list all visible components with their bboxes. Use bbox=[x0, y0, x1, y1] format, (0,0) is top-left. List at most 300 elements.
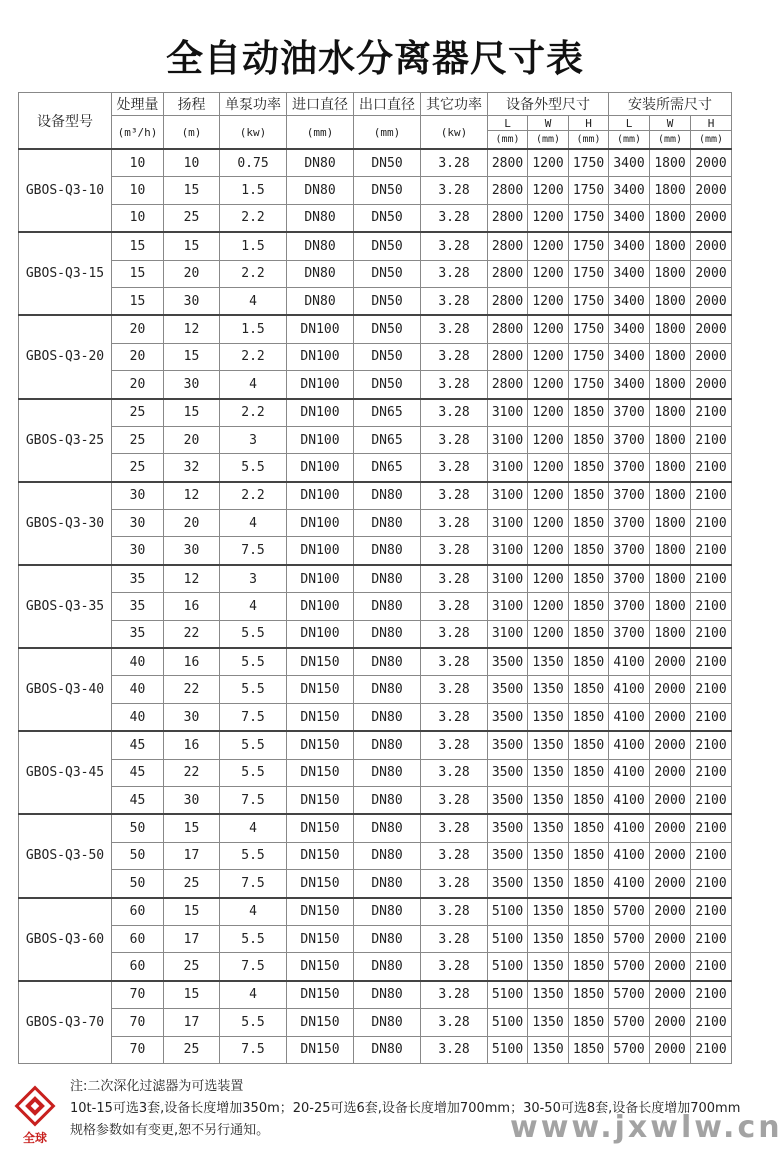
table-row bbox=[19, 315, 732, 343]
cell-inlet: DN80 bbox=[287, 260, 354, 287]
cell-inlet: DN150 bbox=[287, 953, 354, 981]
cell-outer-h: 1850 bbox=[569, 593, 609, 620]
cell-outlet: DN80 bbox=[354, 565, 421, 593]
cell-install-h: 2100 bbox=[691, 454, 732, 482]
cell-outlet: DN80 bbox=[354, 870, 421, 898]
cell-install-h: 2100 bbox=[691, 426, 732, 453]
cell-install-h: 2100 bbox=[691, 648, 732, 676]
cell-other-power: 3.28 bbox=[421, 371, 488, 399]
cell-outer-h: 1850 bbox=[569, 703, 609, 731]
cell-head: 15 bbox=[164, 814, 220, 842]
cell-pump-power: 4 bbox=[220, 593, 287, 620]
cell-pump-power: 7.5 bbox=[220, 703, 287, 731]
cell-outer-l: 3100 bbox=[488, 482, 528, 510]
cell-install-h: 2100 bbox=[691, 593, 732, 620]
cell-head: 32 bbox=[164, 454, 220, 482]
cell-outlet: DN80 bbox=[354, 1036, 421, 1063]
cell-install-w: 2000 bbox=[650, 759, 691, 786]
cell-install-l: 3700 bbox=[609, 565, 650, 593]
cell-outer-w: 1350 bbox=[528, 898, 569, 926]
cell-outer-w: 1350 bbox=[528, 676, 569, 703]
cell-outlet: DN80 bbox=[354, 510, 421, 537]
cell-outer-h: 1850 bbox=[569, 981, 609, 1009]
cell-flow: 40 bbox=[112, 676, 164, 703]
cell-inlet: DN80 bbox=[287, 149, 354, 177]
cell-inlet: DN100 bbox=[287, 537, 354, 565]
cell-outer-h: 1850 bbox=[569, 1036, 609, 1063]
cell-inlet: DN150 bbox=[287, 842, 354, 869]
cell-head: 16 bbox=[164, 648, 220, 676]
cell-other-power: 3.28 bbox=[421, 177, 488, 204]
cell-outlet: DN50 bbox=[354, 371, 421, 399]
cell-install-h: 2100 bbox=[691, 703, 732, 731]
company-logo-icon bbox=[14, 1088, 56, 1148]
cell-flow: 60 bbox=[112, 898, 164, 926]
cell-inlet: DN150 bbox=[287, 1009, 354, 1036]
header-outer-size: 设备外型尺寸 bbox=[488, 93, 609, 116]
cell-install-l: 3400 bbox=[609, 260, 650, 287]
table-row bbox=[19, 426, 732, 453]
cell-pump-power: 5.5 bbox=[220, 620, 287, 648]
model-cell: GBOS-Q3-10 bbox=[19, 149, 112, 232]
cell-pump-power: 0.75 bbox=[220, 149, 287, 177]
cell-outer-w: 1350 bbox=[528, 870, 569, 898]
cell-inlet: DN100 bbox=[287, 399, 354, 427]
cell-inlet: DN100 bbox=[287, 565, 354, 593]
cell-outer-h: 1850 bbox=[569, 759, 609, 786]
outer-h-unit: (mm) bbox=[569, 131, 609, 149]
cell-other-power: 3.28 bbox=[421, 925, 488, 952]
table-row bbox=[19, 260, 732, 287]
cell-outer-l: 3100 bbox=[488, 565, 528, 593]
cell-outer-l: 3500 bbox=[488, 870, 528, 898]
cell-outer-h: 1850 bbox=[569, 426, 609, 453]
cell-outer-l: 3100 bbox=[488, 620, 528, 648]
cell-install-w: 1800 bbox=[650, 593, 691, 620]
cell-other-power: 3.28 bbox=[421, 842, 488, 869]
cell-head: 30 bbox=[164, 371, 220, 399]
cell-flow: 50 bbox=[112, 842, 164, 869]
cell-install-h: 2100 bbox=[691, 953, 732, 981]
cell-install-l: 4100 bbox=[609, 786, 650, 814]
cell-install-l: 4100 bbox=[609, 731, 650, 759]
cell-install-l: 3700 bbox=[609, 510, 650, 537]
cell-outer-l: 5100 bbox=[488, 898, 528, 926]
cell-outlet: DN80 bbox=[354, 898, 421, 926]
cell-outer-l: 5100 bbox=[488, 1009, 528, 1036]
cell-outer-l: 2800 bbox=[488, 315, 528, 343]
header-outlet: 出口直径 bbox=[354, 93, 421, 116]
cell-inlet: DN100 bbox=[287, 593, 354, 620]
model-cell: GBOS-Q3-20 bbox=[19, 315, 112, 398]
cell-install-h: 2000 bbox=[691, 177, 732, 204]
cell-outer-l: 3500 bbox=[488, 814, 528, 842]
cell-pump-power: 3 bbox=[220, 565, 287, 593]
cell-flow: 15 bbox=[112, 232, 164, 260]
cell-outer-l: 5100 bbox=[488, 1036, 528, 1063]
cell-install-l: 3400 bbox=[609, 371, 650, 399]
cell-flow: 70 bbox=[112, 1009, 164, 1036]
cell-pump-power: 7.5 bbox=[220, 786, 287, 814]
cell-flow: 10 bbox=[112, 204, 164, 232]
header-other-power: 其它功率 bbox=[421, 93, 488, 116]
cell-outer-h: 1850 bbox=[569, 510, 609, 537]
cell-install-h: 2100 bbox=[691, 786, 732, 814]
cell-inlet: DN150 bbox=[287, 648, 354, 676]
cell-install-l: 5700 bbox=[609, 981, 650, 1009]
cell-other-power: 3.28 bbox=[421, 426, 488, 453]
unit-pump-power: (kw) bbox=[220, 116, 287, 150]
cell-head: 25 bbox=[164, 204, 220, 232]
cell-pump-power: 7.5 bbox=[220, 1036, 287, 1063]
cell-head: 22 bbox=[164, 620, 220, 648]
table-row bbox=[19, 482, 732, 510]
cell-head: 17 bbox=[164, 842, 220, 869]
cell-other-power: 3.28 bbox=[421, 703, 488, 731]
cell-flow: 40 bbox=[112, 648, 164, 676]
cell-install-h: 2100 bbox=[691, 1009, 732, 1036]
cell-head: 20 bbox=[164, 260, 220, 287]
cell-pump-power: 5.5 bbox=[220, 925, 287, 952]
cell-install-l: 4100 bbox=[609, 703, 650, 731]
cell-outer-l: 3100 bbox=[488, 454, 528, 482]
cell-inlet: DN150 bbox=[287, 703, 354, 731]
cell-outlet: DN50 bbox=[354, 232, 421, 260]
cell-install-h: 2000 bbox=[691, 371, 732, 399]
cell-outer-l: 3100 bbox=[488, 399, 528, 427]
cell-outer-h: 1850 bbox=[569, 898, 609, 926]
note-line-1: 注:二次深化过滤器为可选装置 bbox=[70, 1079, 244, 1094]
cell-head: 12 bbox=[164, 315, 220, 343]
cell-outer-l: 2800 bbox=[488, 371, 528, 399]
cell-head: 12 bbox=[164, 565, 220, 593]
cell-other-power: 3.28 bbox=[421, 149, 488, 177]
cell-outer-h: 1850 bbox=[569, 786, 609, 814]
cell-install-w: 1800 bbox=[650, 399, 691, 427]
cell-outer-h: 1850 bbox=[569, 925, 609, 952]
cell-install-l: 3700 bbox=[609, 593, 650, 620]
cell-head: 22 bbox=[164, 676, 220, 703]
outer-w-unit: (mm) bbox=[528, 131, 569, 149]
cell-install-h: 2100 bbox=[691, 482, 732, 510]
cell-inlet: DN100 bbox=[287, 315, 354, 343]
cell-flow: 35 bbox=[112, 620, 164, 648]
cell-other-power: 3.28 bbox=[421, 454, 488, 482]
cell-install-w: 1800 bbox=[650, 510, 691, 537]
cell-install-l: 3400 bbox=[609, 204, 650, 232]
table-row bbox=[19, 676, 732, 703]
cell-flow: 20 bbox=[112, 315, 164, 343]
cell-outer-h: 1850 bbox=[569, 870, 609, 898]
cell-pump-power: 4 bbox=[220, 287, 287, 315]
cell-outer-h: 1850 bbox=[569, 565, 609, 593]
cell-pump-power: 2.2 bbox=[220, 482, 287, 510]
cell-pump-power: 2.2 bbox=[220, 204, 287, 232]
outer-l: L bbox=[488, 116, 528, 131]
cell-install-h: 2100 bbox=[691, 981, 732, 1009]
cell-other-power: 3.28 bbox=[421, 870, 488, 898]
cell-inlet: DN150 bbox=[287, 898, 354, 926]
table-row bbox=[19, 759, 732, 786]
cell-flow: 50 bbox=[112, 870, 164, 898]
cell-install-h: 2100 bbox=[691, 898, 732, 926]
cell-other-power: 3.28 bbox=[421, 1036, 488, 1063]
outer-w: W bbox=[528, 116, 569, 131]
cell-outer-w: 1200 bbox=[528, 510, 569, 537]
cell-head: 12 bbox=[164, 482, 220, 510]
table-row bbox=[19, 371, 732, 399]
cell-outer-h: 1850 bbox=[569, 676, 609, 703]
cell-head: 25 bbox=[164, 953, 220, 981]
model-cell: GBOS-Q3-45 bbox=[19, 731, 112, 814]
cell-outer-h: 1750 bbox=[569, 287, 609, 315]
cell-outer-l: 3100 bbox=[488, 593, 528, 620]
cell-outer-l: 5100 bbox=[488, 981, 528, 1009]
cell-install-l: 4100 bbox=[609, 814, 650, 842]
cell-outer-w: 1200 bbox=[528, 232, 569, 260]
cell-inlet: DN100 bbox=[287, 454, 354, 482]
table-row bbox=[19, 981, 732, 1009]
cell-outlet: DN50 bbox=[354, 260, 421, 287]
table-row bbox=[19, 454, 732, 482]
cell-outer-l: 3500 bbox=[488, 786, 528, 814]
cell-pump-power: 5.5 bbox=[220, 731, 287, 759]
cell-outer-h: 1750 bbox=[569, 315, 609, 343]
cell-install-h: 2100 bbox=[691, 842, 732, 869]
cell-install-l: 4100 bbox=[609, 648, 650, 676]
header-install-size: 安装所需尺寸 bbox=[609, 93, 732, 116]
cell-flow: 25 bbox=[112, 399, 164, 427]
cell-outlet: DN50 bbox=[354, 177, 421, 204]
cell-install-w: 2000 bbox=[650, 1009, 691, 1036]
cell-outer-h: 1850 bbox=[569, 454, 609, 482]
cell-install-h: 2100 bbox=[691, 925, 732, 952]
cell-outlet: DN80 bbox=[354, 620, 421, 648]
cell-install-w: 1800 bbox=[650, 343, 691, 370]
cell-head: 15 bbox=[164, 898, 220, 926]
cell-outer-h: 1750 bbox=[569, 177, 609, 204]
cell-other-power: 3.28 bbox=[421, 232, 488, 260]
table-row bbox=[19, 1036, 732, 1063]
cell-pump-power: 2.2 bbox=[220, 260, 287, 287]
cell-install-w: 1800 bbox=[650, 537, 691, 565]
cell-pump-power: 5.5 bbox=[220, 454, 287, 482]
cell-head: 17 bbox=[164, 925, 220, 952]
cell-outlet: DN50 bbox=[354, 315, 421, 343]
cell-head: 15 bbox=[164, 177, 220, 204]
cell-pump-power: 7.5 bbox=[220, 953, 287, 981]
cell-install-l: 5700 bbox=[609, 953, 650, 981]
cell-install-w: 2000 bbox=[650, 842, 691, 869]
cell-other-power: 3.28 bbox=[421, 565, 488, 593]
cell-outer-w: 1350 bbox=[528, 703, 569, 731]
cell-outer-l: 3100 bbox=[488, 426, 528, 453]
cell-install-h: 2100 bbox=[691, 510, 732, 537]
cell-outer-h: 1850 bbox=[569, 620, 609, 648]
cell-head: 30 bbox=[164, 287, 220, 315]
cell-install-h: 2100 bbox=[691, 565, 732, 593]
cell-inlet: DN80 bbox=[287, 232, 354, 260]
cell-outer-w: 1350 bbox=[528, 925, 569, 952]
cell-install-h: 2100 bbox=[691, 537, 732, 565]
cell-other-power: 3.28 bbox=[421, 315, 488, 343]
table-row bbox=[19, 842, 732, 869]
cell-outer-l: 2800 bbox=[488, 204, 528, 232]
cell-pump-power: 4 bbox=[220, 510, 287, 537]
cell-install-l: 3700 bbox=[609, 426, 650, 453]
cell-inlet: DN100 bbox=[287, 371, 354, 399]
cell-install-l: 5700 bbox=[609, 898, 650, 926]
cell-outer-w: 1200 bbox=[528, 620, 569, 648]
cell-pump-power: 7.5 bbox=[220, 870, 287, 898]
cell-install-l: 4100 bbox=[609, 676, 650, 703]
table-row bbox=[19, 925, 732, 952]
watermark: www.jxwlw.cn bbox=[510, 1110, 783, 1145]
cell-other-power: 3.28 bbox=[421, 260, 488, 287]
cell-outer-h: 1750 bbox=[569, 204, 609, 232]
cell-install-w: 2000 bbox=[650, 703, 691, 731]
cell-outlet: DN50 bbox=[354, 149, 421, 177]
cell-flow: 60 bbox=[112, 953, 164, 981]
unit-head: (m) bbox=[164, 116, 220, 150]
cell-pump-power: 5.5 bbox=[220, 1009, 287, 1036]
unit-other-power: (kw) bbox=[421, 116, 488, 150]
cell-head: 20 bbox=[164, 510, 220, 537]
cell-install-h: 2000 bbox=[691, 315, 732, 343]
cell-install-l: 4100 bbox=[609, 759, 650, 786]
cell-pump-power: 4 bbox=[220, 898, 287, 926]
cell-outer-w: 1200 bbox=[528, 371, 569, 399]
cell-outlet: DN80 bbox=[354, 814, 421, 842]
cell-flow: 20 bbox=[112, 343, 164, 370]
install-w: W bbox=[650, 116, 691, 131]
cell-outlet: DN65 bbox=[354, 454, 421, 482]
cell-install-h: 2100 bbox=[691, 676, 732, 703]
cell-pump-power: 5.5 bbox=[220, 676, 287, 703]
cell-other-power: 3.28 bbox=[421, 620, 488, 648]
cell-flow: 60 bbox=[112, 925, 164, 952]
cell-outer-l: 2800 bbox=[488, 149, 528, 177]
cell-outer-w: 1200 bbox=[528, 177, 569, 204]
cell-other-power: 3.28 bbox=[421, 1009, 488, 1036]
note-line-3: 规格参数如有变更,恕不另行通知。 bbox=[70, 1123, 270, 1138]
cell-outlet: DN80 bbox=[354, 593, 421, 620]
cell-flow: 30 bbox=[112, 537, 164, 565]
cell-outer-l: 3500 bbox=[488, 731, 528, 759]
cell-install-w: 2000 bbox=[650, 1036, 691, 1063]
header-inlet: 进口直径 bbox=[287, 93, 354, 116]
spec-table-body bbox=[19, 149, 732, 1063]
table-row bbox=[19, 593, 732, 620]
cell-flow: 10 bbox=[112, 177, 164, 204]
cell-outer-h: 1750 bbox=[569, 343, 609, 370]
cell-inlet: DN150 bbox=[287, 925, 354, 952]
cell-outer-w: 1200 bbox=[528, 426, 569, 453]
cell-outer-w: 1350 bbox=[528, 1009, 569, 1036]
cell-outer-h: 1850 bbox=[569, 648, 609, 676]
unit-flow: (m³/h) bbox=[112, 116, 164, 150]
table-row bbox=[19, 232, 732, 260]
cell-outlet: DN80 bbox=[354, 786, 421, 814]
cell-pump-power: 2.2 bbox=[220, 399, 287, 427]
cell-pump-power: 1.5 bbox=[220, 232, 287, 260]
model-cell: GBOS-Q3-70 bbox=[19, 981, 112, 1064]
cell-pump-power: 5.5 bbox=[220, 648, 287, 676]
cell-install-h: 2100 bbox=[691, 870, 732, 898]
cell-inlet: DN100 bbox=[287, 510, 354, 537]
cell-install-l: 3400 bbox=[609, 149, 650, 177]
cell-flow: 15 bbox=[112, 260, 164, 287]
cell-install-l: 3400 bbox=[609, 315, 650, 343]
cell-install-l: 4100 bbox=[609, 870, 650, 898]
cell-outer-w: 1350 bbox=[528, 953, 569, 981]
cell-head: 25 bbox=[164, 1036, 220, 1063]
cell-outlet: DN50 bbox=[354, 343, 421, 370]
cell-other-power: 3.28 bbox=[421, 537, 488, 565]
cell-install-w: 1800 bbox=[650, 482, 691, 510]
cell-outer-h: 1850 bbox=[569, 399, 609, 427]
cell-flow: 50 bbox=[112, 814, 164, 842]
cell-install-w: 1800 bbox=[650, 565, 691, 593]
cell-install-l: 3400 bbox=[609, 343, 650, 370]
cell-flow: 30 bbox=[112, 482, 164, 510]
cell-flow: 25 bbox=[112, 454, 164, 482]
cell-install-w: 2000 bbox=[650, 925, 691, 952]
cell-install-h: 2100 bbox=[691, 1036, 732, 1063]
cell-outer-w: 1200 bbox=[528, 454, 569, 482]
cell-outlet: DN80 bbox=[354, 1009, 421, 1036]
cell-outer-w: 1200 bbox=[528, 399, 569, 427]
cell-other-power: 3.28 bbox=[421, 953, 488, 981]
cell-install-w: 2000 bbox=[650, 676, 691, 703]
table-row bbox=[19, 870, 732, 898]
cell-install-h: 2000 bbox=[691, 287, 732, 315]
cell-flow: 35 bbox=[112, 593, 164, 620]
cell-outer-h: 1850 bbox=[569, 731, 609, 759]
cell-flow: 70 bbox=[112, 1036, 164, 1063]
cell-outlet: DN80 bbox=[354, 482, 421, 510]
cell-install-l: 3700 bbox=[609, 399, 650, 427]
cell-install-h: 2100 bbox=[691, 620, 732, 648]
cell-install-w: 2000 bbox=[650, 870, 691, 898]
cell-outer-h: 1850 bbox=[569, 814, 609, 842]
cell-install-w: 2000 bbox=[650, 731, 691, 759]
cell-other-power: 3.28 bbox=[421, 287, 488, 315]
cell-head: 25 bbox=[164, 870, 220, 898]
header-head: 扬程 bbox=[164, 93, 220, 116]
cell-install-w: 2000 bbox=[650, 786, 691, 814]
cell-other-power: 3.28 bbox=[421, 399, 488, 427]
table-row bbox=[19, 204, 732, 232]
cell-other-power: 3.28 bbox=[421, 759, 488, 786]
spec-table bbox=[18, 92, 732, 1064]
cell-flow: 10 bbox=[112, 149, 164, 177]
cell-outer-h: 1850 bbox=[569, 842, 609, 869]
cell-outer-l: 2800 bbox=[488, 232, 528, 260]
cell-install-l: 3400 bbox=[609, 287, 650, 315]
cell-install-l: 5700 bbox=[609, 1009, 650, 1036]
outer-l-unit: (mm) bbox=[488, 131, 528, 149]
logo-text: 全球 bbox=[22, 1131, 48, 1145]
cell-install-h: 2000 bbox=[691, 149, 732, 177]
cell-outlet: DN80 bbox=[354, 981, 421, 1009]
cell-flow: 15 bbox=[112, 287, 164, 315]
table-row bbox=[19, 786, 732, 814]
cell-outer-l: 3100 bbox=[488, 537, 528, 565]
cell-outer-l: 3500 bbox=[488, 648, 528, 676]
cell-install-w: 1800 bbox=[650, 232, 691, 260]
cell-flow: 30 bbox=[112, 510, 164, 537]
